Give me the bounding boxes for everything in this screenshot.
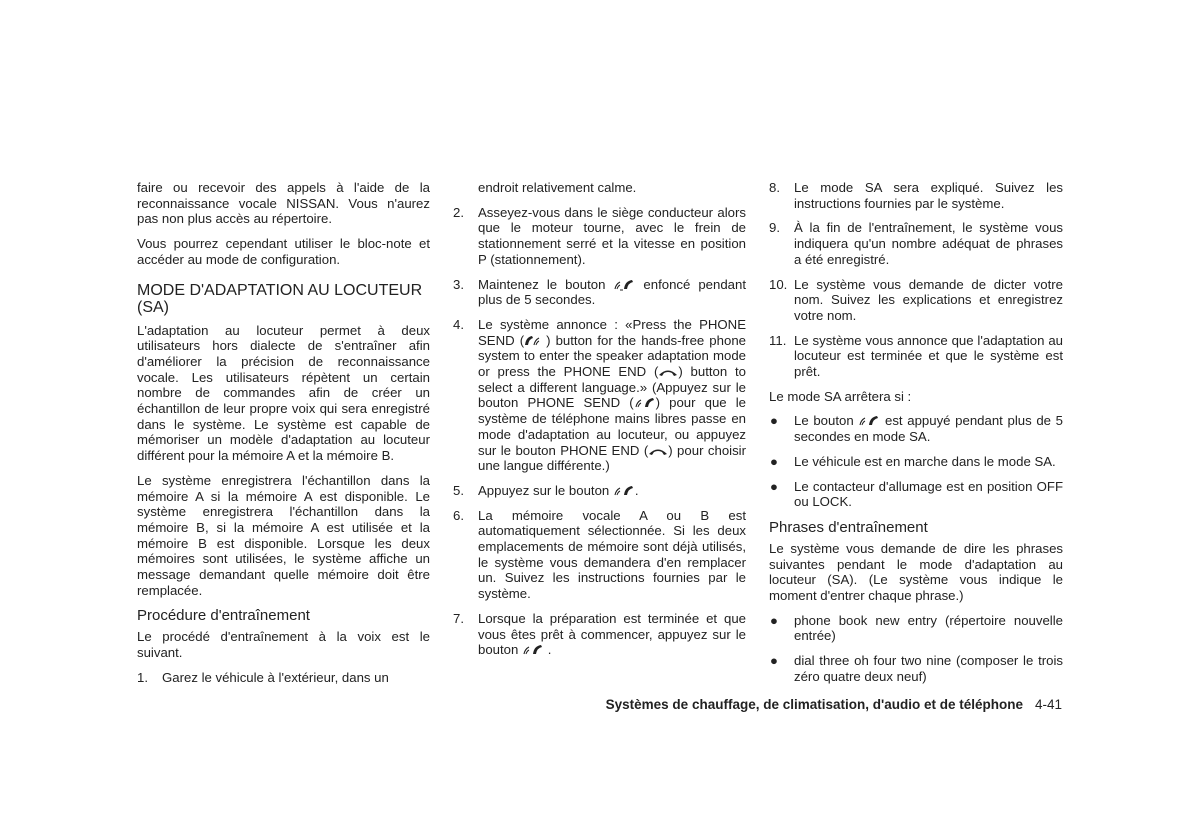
step-text: Maintenez le bouton <box>478 276 606 292</box>
paragraph: L'adaptation au locuteur permet à deux utilisateurs hors dialecte de s'entraîner afin d'améliorer la précision de reconnaissance vocale. Les utilisateurs répètent un certain nombre de commandes afin de créer un échantillon de leur propre voix qui sera enregistré dans le système. Le système est capable de mémoriser un modèle d'adaptation au locuteur différent pour la mémoire A et la mémoire B. <box>137 322 430 464</box>
step-text: ) button for the hands-free phone system to enter the speaker adaptation mode or press the PHONE END ( <box>478 332 746 380</box>
step-number: 7. <box>453 610 464 626</box>
list-item-step-5 <box>453 483 746 499</box>
section-title: Systèmes de chauffage, de climatisation, d'audio et de téléphone <box>605 697 1023 712</box>
step-text: Le système vous annonce que l'adaptation au locuteur est terminée et que le système est prêt. <box>794 332 1063 380</box>
step-number: 9. <box>769 220 780 236</box>
phone-send-talk-icon <box>613 484 635 497</box>
list-item-stop-condition <box>769 454 1063 470</box>
list-item-step-8 <box>769 180 1063 211</box>
step-number: 2. <box>453 204 464 220</box>
step-text: Asseyez-vous dans le siège conducteur alors que le moteur tourne, avec le frein de stationnement serré et la vitesse en position P (stationnement). <box>478 204 746 267</box>
step-number: 6. <box>453 507 464 523</box>
bullet: ● <box>770 413 778 429</box>
bullet-text: Le contacteur d'allumage est en position OFF ou LOCK. <box>794 478 1063 510</box>
page-footer <box>560 697 1062 712</box>
step-number: 4. <box>453 316 464 332</box>
list-item-step-4 <box>453 317 746 474</box>
phone-send-talk-icon <box>634 396 656 409</box>
phone-end-icon <box>658 367 678 378</box>
list-item-phrase <box>769 653 1063 684</box>
step-text: À la fin de l'entraînement, le système vous indiquera qu'un nombre adéquat de phrases a été enregistré. <box>794 220 1063 267</box>
list-item-stop-condition <box>769 479 1063 510</box>
phone-send-talk-icon <box>524 334 546 347</box>
step-number: 10. <box>769 276 788 292</box>
bullet: ● <box>770 453 778 469</box>
step-number: 3. <box>453 276 464 292</box>
list-item-stop-condition <box>769 413 1063 444</box>
paragraph: Le mode SA arrêtera si : <box>769 388 912 404</box>
step-text: Lorsque la préparation est terminée et que vous êtes prêt à commencer, appuyez sur le bouton <box>478 610 746 658</box>
list-item-step-1 <box>137 670 430 686</box>
list-item-step-6 <box>453 508 746 602</box>
list-item-step-7 <box>453 611 746 658</box>
step-text: ) button to select a different language.» (Appuyez sur le bouton PHONE SEND ( <box>478 364 746 411</box>
list-item-step-9 <box>769 220 1063 267</box>
phone-send-talk-icon <box>522 643 544 656</box>
bullet-text: dial three oh four two nine (composer le trois zéro quatre deux neuf) <box>794 653 1063 684</box>
section-heading-sa: MODE D'ADAPTATION AU LOCUTEUR (SA) <box>137 281 423 316</box>
subheading-training-phrases: Phrases d'entraînement <box>769 518 928 536</box>
column-right <box>769 180 1063 694</box>
paragraph: Le système enregistrera l'échantillon dans la mémoire A si la mémoire A est disponible. Le système enregistrera l'échantillon dans la mémoire B, si la mémoire A est utilisée et la mémoire B est disponible. Lorsque les deux mémoires sont utilisées, le système affiche un message demandant quelle mémoire doit être remplacée. <box>137 472 430 598</box>
paragraph: faire ou recevoir des appels à l'aide de la reconnaissance vocale NISSAN. Vous n'aurez pas non plus accès au répertoire. <box>137 180 430 227</box>
step-text: . <box>547 642 552 658</box>
list-item-phrase <box>769 613 1063 644</box>
step-number: 11. <box>769 332 787 348</box>
bullet: ● <box>770 478 778 494</box>
column-middle <box>453 180 746 667</box>
list-item-step-1-continued <box>453 180 746 196</box>
phone-send-talk-icon <box>858 414 880 427</box>
phone-send-talk-icon <box>613 278 635 291</box>
list-item-step-11 <box>769 333 1063 380</box>
bullet-text: est appuyé pendant plus de 5 secondes en mode SA. <box>794 413 1063 445</box>
step-text: ) pour choisir une langue différente.) <box>478 442 746 474</box>
step-text: ) pour que le système de téléphone mains libres passe en mode d'adaptation au locuteur, ou appuyez sur le bouton PHONE END ( <box>478 395 746 458</box>
bullet: ● <box>770 612 778 628</box>
step-text: Le système vous demande de dicter votre nom. Suivez les explications et enregistrez votre nom. <box>794 276 1063 323</box>
bullet-text: phone book new entry (répertoire nouvelle entrée) <box>794 612 1063 644</box>
column-left <box>137 180 430 695</box>
step-text: Appuyez sur le bouton <box>478 482 610 498</box>
step-text: La mémoire vocale A ou B est automatiquement sélectionnée. Si les deux emplacements de mémoire sont déjà utilisés, le système vous demandera d'en remplacer un. Suivez les instructions fournies par le système. <box>478 507 746 602</box>
paragraph: Vous pourrez cependant utiliser le bloc-note et accéder au mode de configuration. <box>137 236 430 267</box>
step-text: endroit relativement calme. <box>478 180 637 195</box>
bullet: ● <box>770 653 778 669</box>
step-text: . <box>634 482 639 498</box>
page-number: 4-41 <box>1034 697 1062 712</box>
subheading-training-procedure: Procédure d'entraînement <box>137 607 310 625</box>
phone-end-icon <box>648 446 668 457</box>
step-number: 1. <box>137 669 148 685</box>
step-text: Garez le véhicule à l'extérieur, dans un <box>162 669 389 685</box>
paragraph: Le système vous demande de dire les phrases suivantes pendant le mode d'adaptation au locuteur (SA). (Le système vous indique le moment d'entrer chaque phrase.) <box>769 540 1063 604</box>
list-item-step-3 <box>453 277 746 308</box>
list-item-step-2 <box>453 205 746 268</box>
step-text: Le mode SA sera expliqué. Suivez les instructions fournies par le système. <box>794 180 1063 211</box>
bullet-text: Le bouton <box>794 413 854 429</box>
step-text: enfoncé pendant plus de 5 secondes. <box>478 276 747 308</box>
step-number: 5. <box>453 482 464 498</box>
list-item-step-10 <box>769 277 1063 324</box>
step-number: 8. <box>769 180 780 195</box>
paragraph: Le procédé d'entraînement à la voix est le suivant. <box>137 629 430 661</box>
step-text: Le système annonce : «Press the PHONE SEND ( <box>478 316 746 348</box>
bullet-text: Le véhicule est en marche dans le mode SA. <box>794 453 1056 469</box>
